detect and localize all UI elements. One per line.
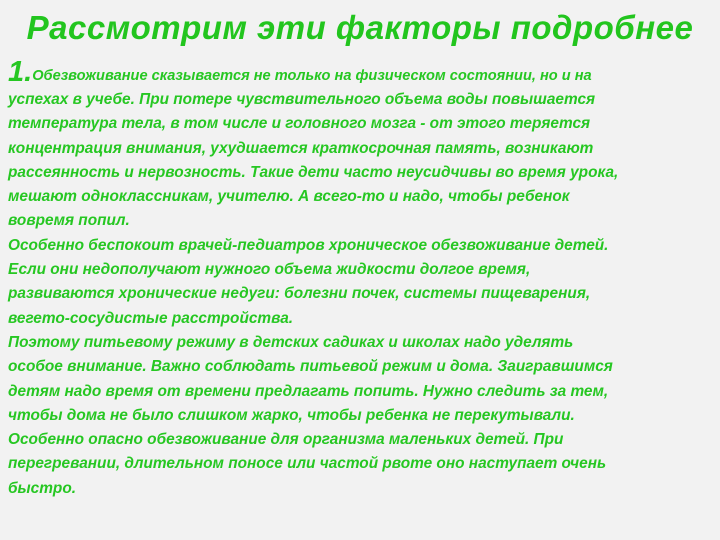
body-line: перегревании, длительном поносе или частой рвоте оно наступает очень (8, 455, 607, 473)
body-line: вегето-сосудистые расстройства. (8, 309, 294, 327)
slide-title: Рассмотрим эти факторы подробнее (26, 9, 694, 46)
body-line: чтобы дома не было слишком жарко, чтобы ребенка не перекутывали. (8, 406, 575, 424)
body-line: концентрация внимания, ухудшается краткосрочная память, возникают (8, 139, 594, 157)
body-line: мешают одноклассникам, учителю. А всего-то и надо, чтобы ребенок (8, 188, 570, 206)
body-line: быстро. (8, 479, 76, 497)
body-line: особое внимание. Важно соблюдать питьевой режим и дома. Заигравшимся (8, 358, 613, 376)
body-line: успехах в учебе. При потере чувствительного объема воды повышается (8, 91, 596, 108)
slide-body (8, 56, 712, 501)
body-line: Особенно опасно обезвоживание для организма маленьких детей. При (8, 431, 564, 449)
body-line: Особенно беспокоит врачей-педиатров хроническое обезвоживание детей. (8, 236, 609, 254)
body-line: Если они недополучают нужного объема жидкости долгое время, (8, 261, 531, 279)
body-line: детям надо время от времени предлагать попить. Нужно следить за тем, (8, 382, 609, 400)
body-line: развиваются хронические недуги: болезни почек, системы пищеварения, (8, 285, 591, 303)
body-line-text: Обезвоживание сказывается не только на физическом состоянии, но и на (32, 68, 592, 84)
body-line (8, 56, 712, 88)
body-line: рассеянность и нервозность. Такие дети часто неусидчивы во время урока, (8, 163, 619, 181)
body-line: вовремя попил. (8, 212, 130, 230)
body-line: Поэтому питьевому режиму в детских садиках и школах надо уделять (8, 333, 574, 351)
body-line: температура тела, в том числе и головного мозга - от этого теряется (8, 115, 591, 133)
list-number: 1. (8, 56, 33, 88)
